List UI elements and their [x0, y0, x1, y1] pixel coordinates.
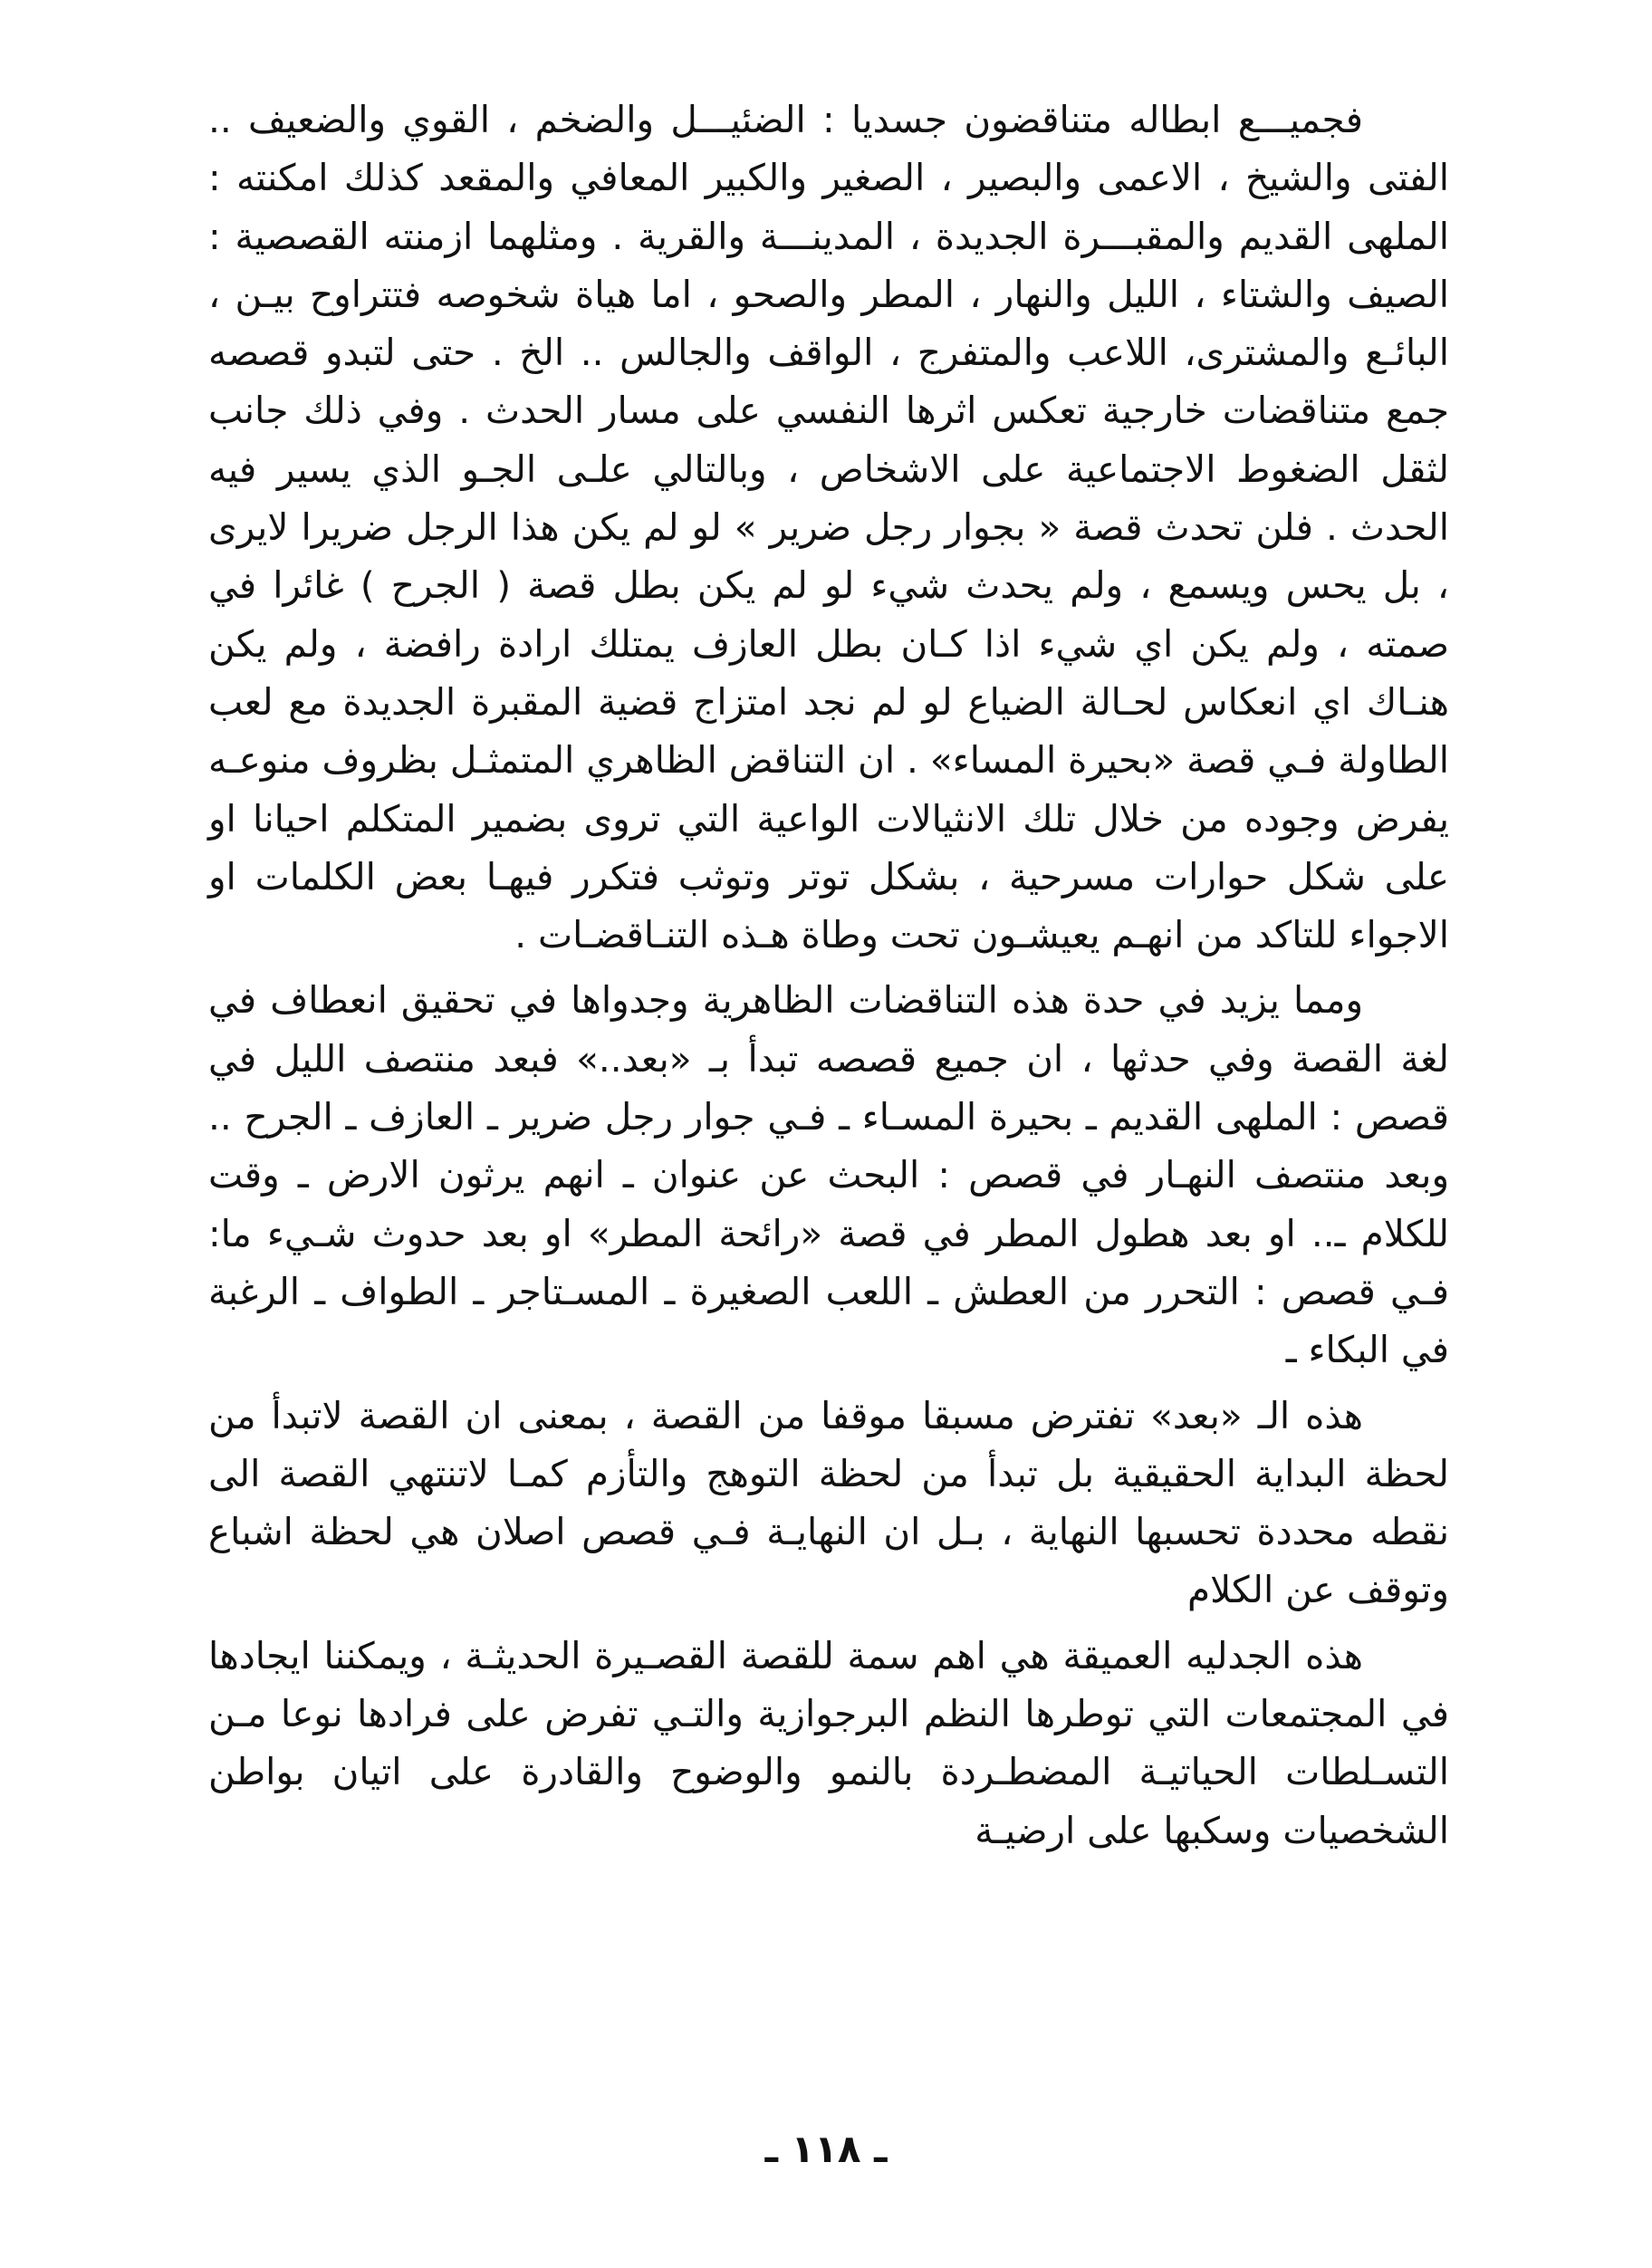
paragraph-1: فجميـــع ابطاله متناقضون جسديا : الضئيـــل والضخم ، القوي والضعيف .. الفتى والشيخ ، الاعمى والبصير ، الصغير والكبير المعافي والمقعد كذلك امكنته : الملهى القديم والمقبـــرة الجديدة ، المدينـــة والقرية . ومثلهما ازمنته القصصية : الصيف والشتاء ، الليل والنهار ، المطر والصحو ، اما هياة شخوصه فتتراوح بيـن ، البائـع والمشترى، اللاعب والمتفرج ، الواقف والجالس .. الخ . حتى لتبدو قصصه جمع متناقضات خارجية تعكس اثرها النفسي على مسار الحدث . وفي ذلك جانب لثقل الضغوط الاجتماعية على الاشخاص ، وبالتالي علـى الجـو الذي يسير فيه الحدث . فلن تحدث قصة « بجوار رجل ضرير » لو لم يكن هذا الرجل ضريرا لايرى ، بل يحس ويسمع ، ولم يحدث شيء لو لم يكن بطل قصة ( الجرح ) غائرا في صمته ، ولم يكن اي شيء اذا كـان بطل العازف يمتلك ارادة رافضة ، ولم يكن هنـاك اي انعكاس لحـالة الضياع لو لم نجد امتزاج قضية المقبرة الجديدة مع لعب الطاولة فـي قصة «بحيرة المساء» . ان التناقض الظاهري المتمثـل بظروف منوعـه يفرض وجوده من خلال تلك الانثيالات الواعية التي تروى بضمير المتكلم احيانا او على شكل حوارات مسرحية ، بشكل توتر وتوثب فتكرر فيهـا بعض الكلمات او الاجواء للتاكد من انهـم يعيشـون تحت وطاة هـذه التنـاقضـات .: [208, 98, 1449, 957]
paragraph-3: هذه الـ «بعد» تفترض مسبقا موقفا من القصة ، بمعنى ان القصة لاتبدأ من لحظة البداية الحقيقية بل تبدأ من لحظة التوهج والتأزم كمـا لاتنتهي القصة الى نقطه محددة تحسبها النهاية ، بـل ان النهايـة فـي قصص اصلان هي لحظة اشباع وتوقف عن الكلام: [208, 1393, 1449, 1612]
page-number: ـ ١١٨ ـ: [764, 2127, 888, 2171]
paragraph-4: هذه الجدليه العميقة هي اهم سمة للقصة القصـيرة الحديثـة ، ويمكننا ايجادها في المجتمعات التي توطرها النظم البرجوازية والتـي تفرض على فرادها نوعا مـن التسـلطات الحياتيـة المضطـردة بالنمو والوضوح والقادرة على اتيان بواطن الشخصيات وسكبها على ارضيـة: [208, 1633, 1449, 1852]
paragraph-2: ومما يزيد في حدة هذه التناقضات الظاهرية وجدواها في تحقيق انعطاف في لغة القصة وفي حدثها ، ان جميع قصصه تبدأ بـ «بعد..» فبعد منتصف الليل في قصص : الملهى القديم ـ بحيرة المسـاء ـ فـي جوار رجل ضرير ـ العازف ـ الجرح .. وبعد منتصف النهـار في قصص : البحث عن عنوان ـ انهم يرثون الارض ـ وقت للكلام ـ.. او بعد هطول المطر في قصة «رائحة المطر» او بعد حدوث شـيء ما: فـي قصص : التحرر من العطش ـ اللعب الصغيرة ـ المسـتاجر ـ الطواف ـ الرغبة في البكاء ـ: [208, 978, 1449, 1372]
page-body: [208, 91, 1449, 2165]
